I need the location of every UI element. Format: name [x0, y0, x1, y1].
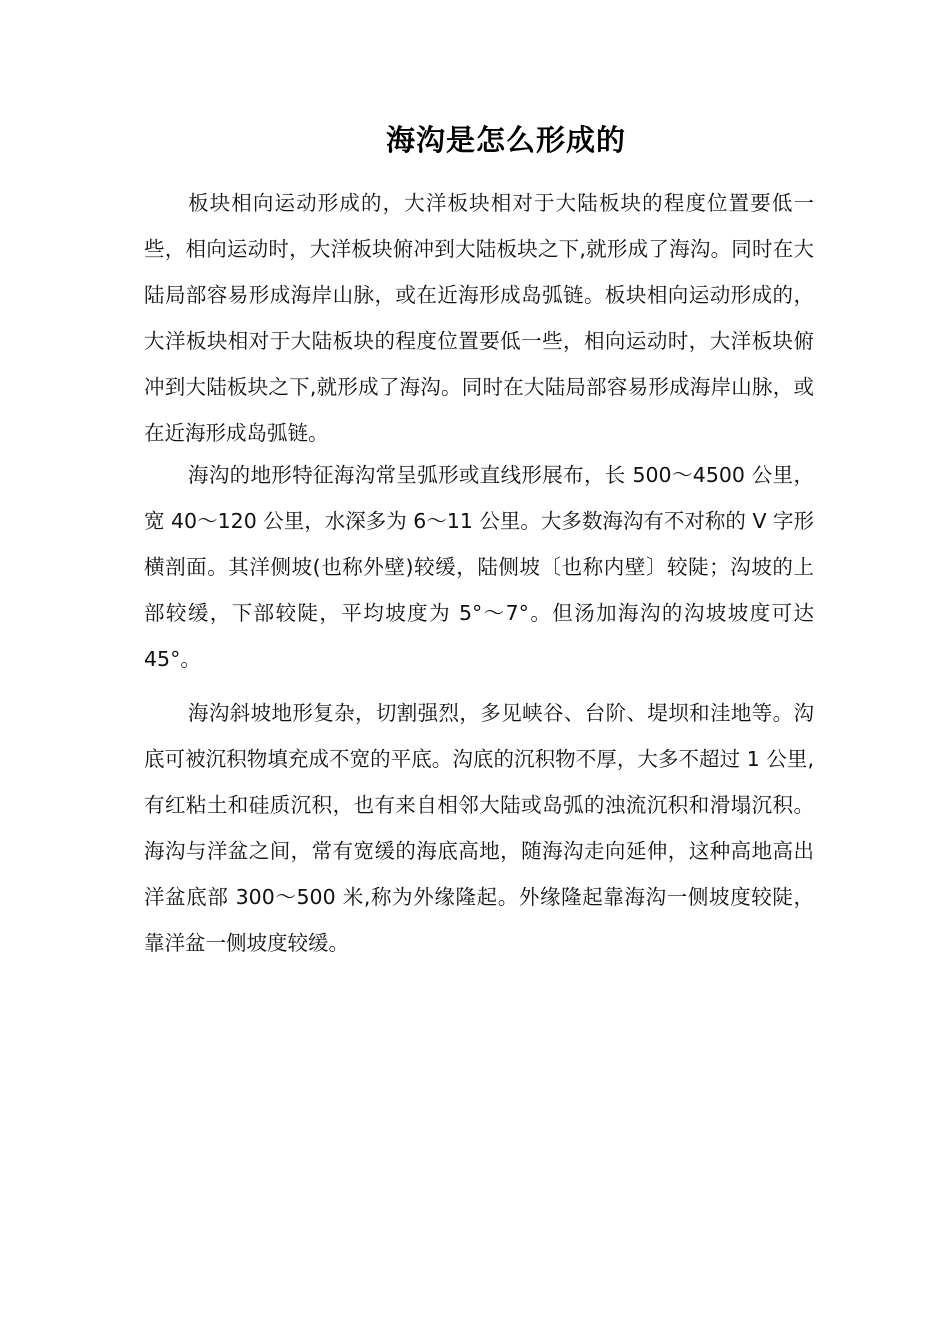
document-title: 海沟是怎么形成的 [385, 123, 626, 157]
paragraph-slope-and-sediment: 海沟斜坡地形复杂，切割强烈，多见峡谷、台阶、堤坝和洼地等。沟底可被沉积物填充成不宽的平底。沟底的沉积物不厚，大多不超过 1 公里,有红粘土和硅质沉积，也有来自相邻大陆或岛弧的浊流沉积和滑塌沉积。海沟与洋盆之间，常有宽缓的海底高地，随海沟走向延伸，这种高地高出洋盆底部 300～500 米,称为外缘隆起。外缘隆起靠海沟一侧坡度较陡，靠洋盆一侧坡度较缓。 [144, 701, 814, 955]
paragraph-terrain-features: 海沟的地形特征海沟常呈弧形或直线形展布，长 500～4500 公里，宽 40～120 公里，水深多为 6～11 公里。大多数海沟有不对称的 V 字形横剖面。其洋侧坡(也称外壁)较缓，陆侧坡〔也称内壁〕较陡；沟坡的上部较缓，下部较陡，平均坡度为 5°～7°。但汤加海沟的沟坡坡度可达 45°。 [144, 463, 814, 671]
paragraph-formation: 板块相向运动形成的，大洋板块相对于大陆板块的程度位置要低一些，相向运动时，大洋板块俯冲到大陆板块之下,就形成了海沟。同时在大陆局部容易形成海岸山脉，或在近海形成岛弧链。板块相向运动形成的，大洋板块相对于大陆板块的程度位置要低一些，相向运动时，大洋板块俯冲到大陆板块之下,就形成了海沟。同时在大陆局部容易形成海岸山脉，或在近海形成岛弧链。 [144, 191, 814, 445]
